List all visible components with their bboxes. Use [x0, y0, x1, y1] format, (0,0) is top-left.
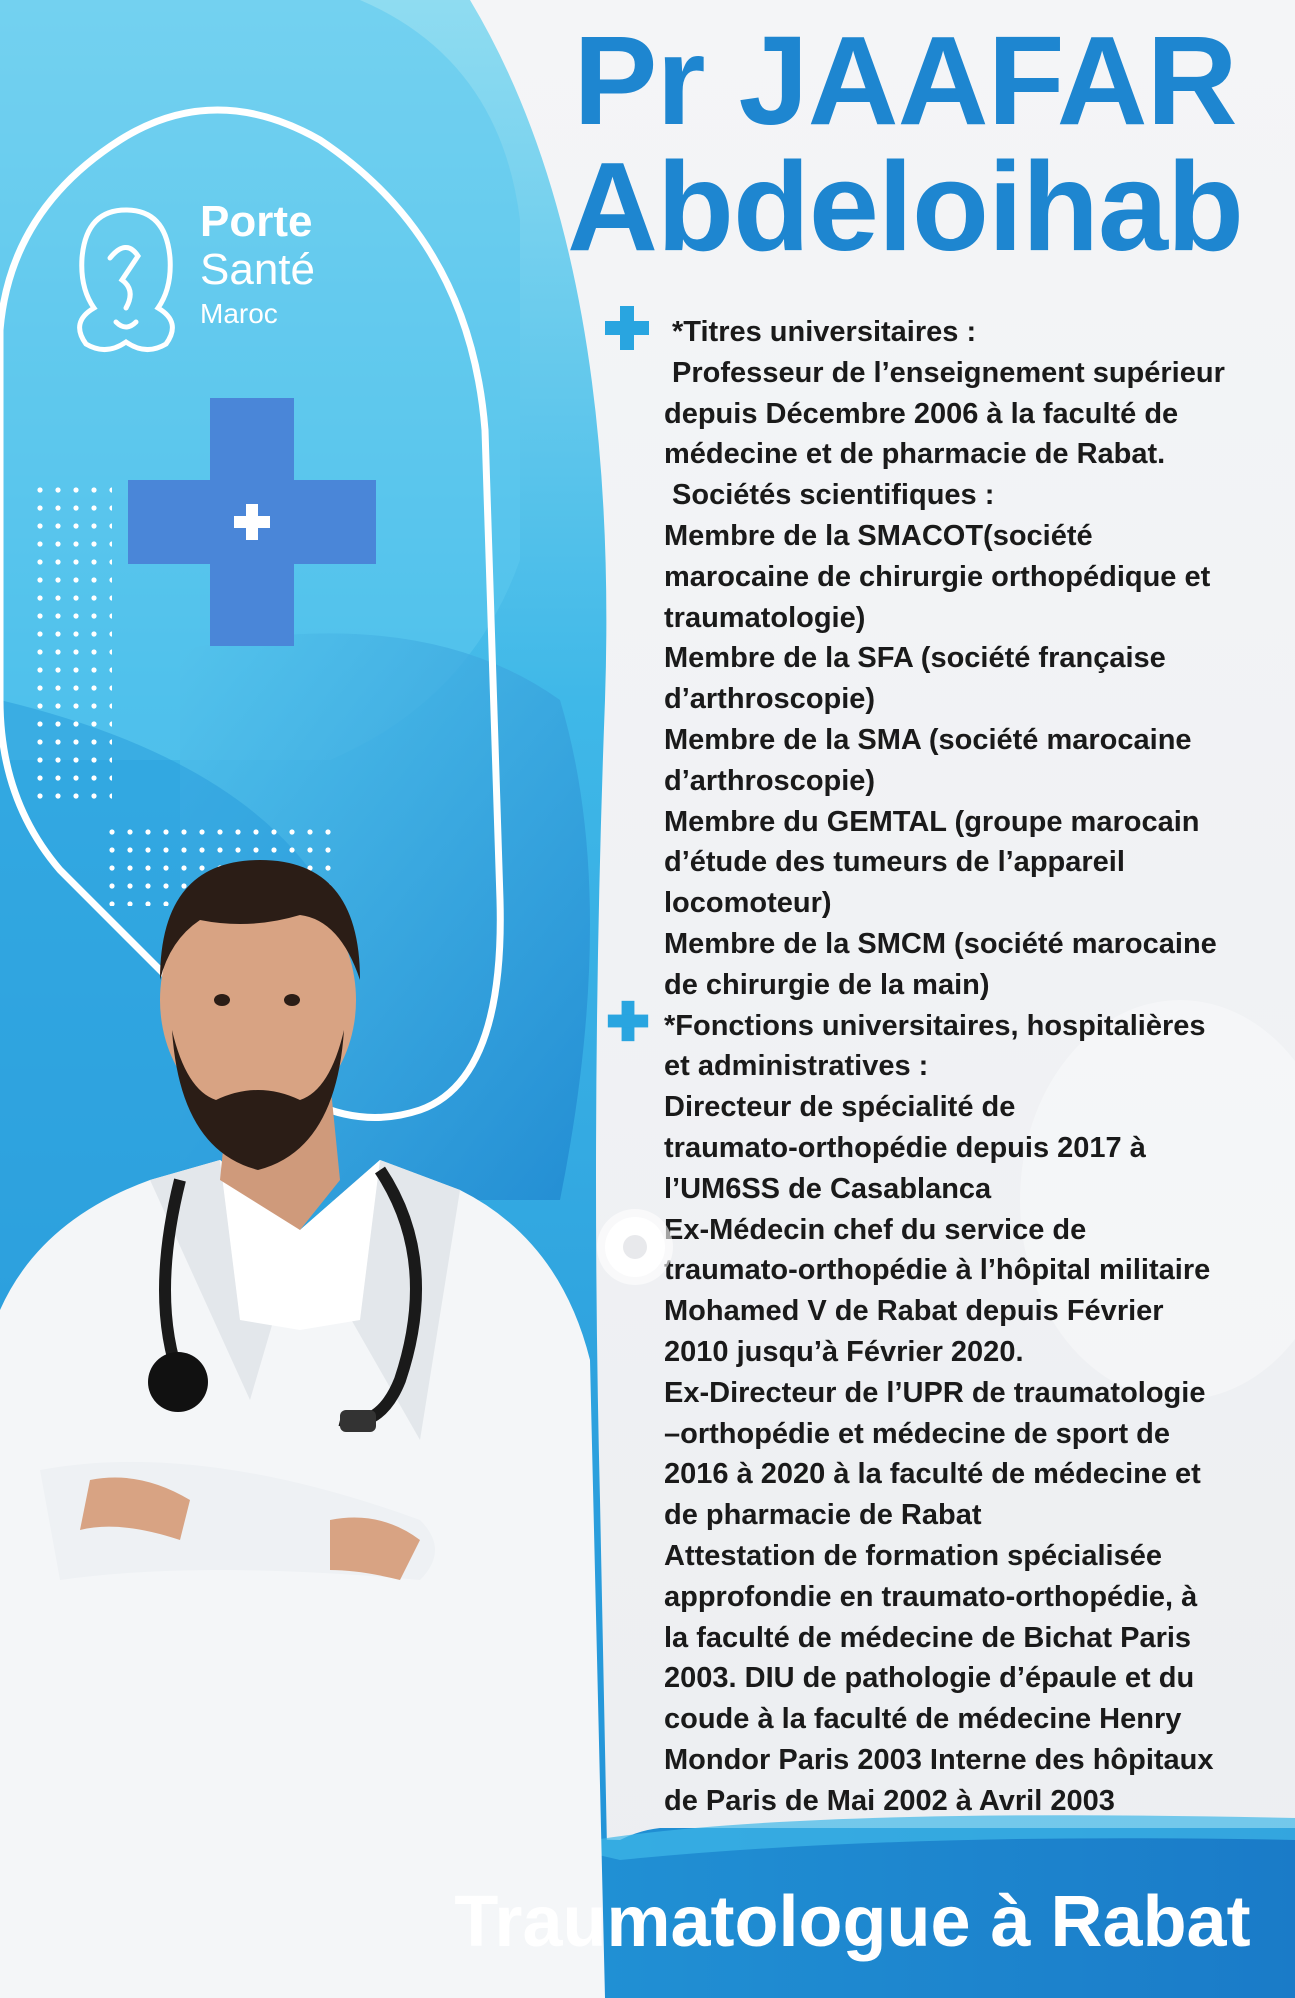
touch-indicator	[605, 1217, 665, 1277]
bio-line: traumato-orthopédie à l’hôpital militaire	[664, 1254, 1211, 1287]
bio-line: *Fonctions universitaires, hospitalières	[664, 1009, 1206, 1042]
bio-line: d’étude des tumeurs de l’appareil	[664, 846, 1125, 879]
bio-line: coude à la faculté de médecine Henry	[664, 1703, 1182, 1736]
bio-line: Professeur de l’enseignement supérieur	[664, 356, 1225, 389]
brand-logo-text	[200, 197, 315, 329]
logo-line-2: Santé	[200, 245, 315, 294]
bio-line: de pharmacie de Rabat	[664, 1499, 982, 1532]
bio-line: –orthopédie et médecine de sport de	[664, 1417, 1170, 1450]
logo-line-3: Maroc	[200, 298, 278, 329]
stethoscope-head-icon	[66, 198, 186, 358]
bio-line: 2016 à 2020 à la faculté de médecine et	[664, 1458, 1201, 1491]
bio-line: de chirurgie de la main)	[664, 968, 990, 1001]
bio-line: d’arthroscopie)	[664, 683, 876, 716]
doctor-name-heading	[520, 10, 1290, 277]
bio-line: *Titres universitaires :	[672, 316, 977, 348]
doctor-name-line-1: Pr JAAFAR	[573, 10, 1237, 151]
bio-line: Sociétés scientifiques :	[664, 479, 995, 512]
specialty-footer-title: Traumatologue à Rabat	[454, 1882, 1251, 1962]
bio-line: d’arthroscopie)	[664, 764, 876, 797]
plus-bullet-icon	[603, 304, 651, 352]
bio-line: Membre de la SMA (société marocaine	[664, 723, 1192, 756]
logo-line-1: Porte	[200, 197, 313, 246]
plus-bullet-icon	[606, 999, 650, 1043]
bio-line: 2003. DIU de pathologie d’épaule et du	[664, 1662, 1195, 1695]
bio-line: la faculté de médecine de Bichat Paris	[664, 1621, 1192, 1654]
bio-line: locomoteur)	[664, 887, 832, 920]
bio-line: marocaine de chirurgie orthopédique et	[664, 560, 1211, 593]
bio-line: approfondie en traumato-orthopédie, à	[664, 1580, 1198, 1613]
bio-line: Directeur de spécialité de	[664, 1091, 1016, 1124]
bio-line: Ex-Médecin chef du service de	[664, 1213, 1087, 1246]
bio-line: Attestation de formation spécialisée	[664, 1539, 1162, 1572]
bio-line: Mondor Paris 2003 Interne des hôpitaux	[664, 1743, 1214, 1776]
bio-line: depuis Décembre 2006 à la faculté de	[664, 397, 1179, 430]
bio-line: Mohamed V de Rabat depuis Février	[664, 1295, 1164, 1328]
bio-line: traumatologie)	[664, 601, 866, 634]
biography-text	[664, 312, 1252, 1821]
bio-line: de Paris de Mai 2002 à Avril 2003	[664, 1784, 1115, 1817]
bio-line: médecine et de pharmacie de Rabat.	[664, 438, 1166, 471]
doctor-name-line-2: Abdeloihab	[567, 136, 1243, 277]
bio-line: Membre de la SMCM (société marocaine	[664, 927, 1217, 960]
bio-line: 2010 jusqu’à Février 2020.	[664, 1335, 1024, 1368]
bio-line: Ex-Directeur de l’UPR de traumatologie	[664, 1376, 1206, 1409]
bio-line: Membre de la SFA (société française	[664, 642, 1166, 675]
bio-line: Membre de la SMACOT(société	[664, 519, 1093, 552]
bio-line: et administratives :	[664, 1050, 929, 1083]
bio-line: Membre du GEMTAL (groupe marocain	[664, 805, 1200, 838]
bio-line: l’UM6SS de Casablanca	[664, 1172, 992, 1205]
bio-line: traumato-orthopédie depuis 2017 à	[664, 1131, 1146, 1164]
dot-grid-left	[28, 486, 112, 804]
